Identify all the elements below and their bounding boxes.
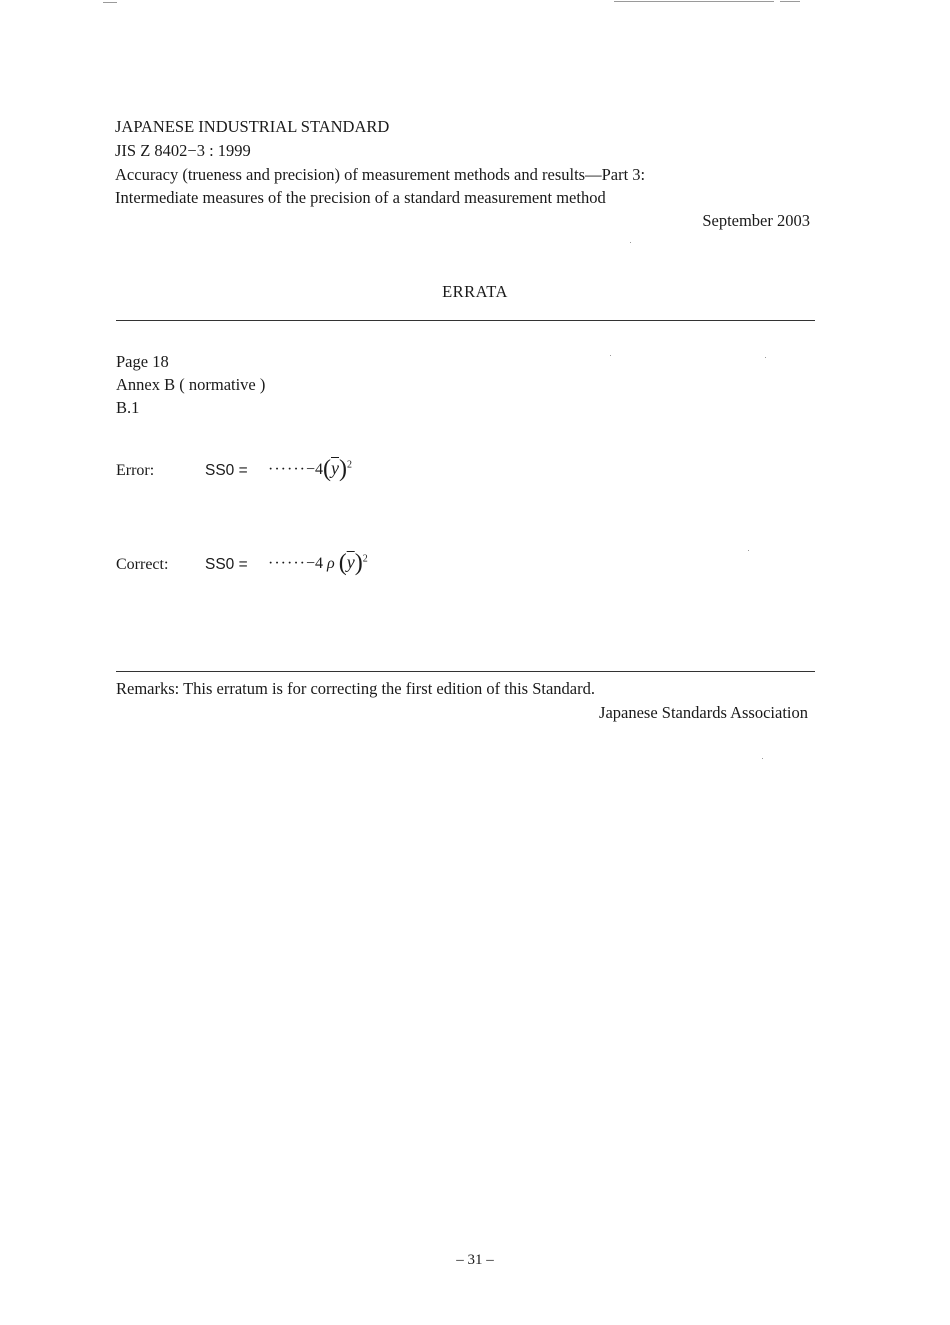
correct-equation-rhs: ······−4 ρ $(\overline{y})^2$: [268, 550, 368, 576]
scan-speck: [762, 758, 763, 759]
error-coefficient: 4: [315, 461, 323, 478]
error-minus: −: [305, 461, 315, 478]
scan-speck: [630, 242, 631, 243]
page-reference: Page 18: [116, 352, 169, 371]
correct-exponent: 2: [362, 553, 368, 565]
correct-rho: ρ: [327, 555, 335, 572]
correct-dots: ······: [268, 555, 306, 572]
standard-number: JIS Z 8402−3 : 1999: [115, 141, 251, 160]
standard-title-line1: Accuracy (trueness and precision) of measurement methods and results—Part 3:: [115, 165, 646, 184]
standard-title-line2: Intermediate measures of the precision of a standard measurement method: [115, 188, 606, 207]
correct-ybar: $\overline{y}$: [346, 552, 355, 572]
standard-type: JAPANESE INDUSTRIAL STANDARD: [115, 117, 390, 136]
errata-date: September 2003: [702, 211, 810, 230]
error-exponent: 2: [347, 459, 352, 471]
publisher-name: Japanese Standards Association: [599, 703, 808, 722]
scan-mark-right-2: [780, 1, 800, 2]
page-number: – 31 –: [456, 1252, 494, 1268]
correct-minus: −: [305, 555, 315, 572]
correct-coefficient: 4: [315, 555, 323, 572]
correct-label: Correct:: [116, 556, 169, 573]
top-divider: [116, 320, 815, 321]
error-equation-lhs: SS0 =: [205, 462, 248, 479]
page-title: ERRATA: [442, 282, 508, 301]
scan-mark-right: [614, 1, 774, 2]
bottom-divider: [116, 671, 815, 672]
annex-reference: Annex B ( normative ): [116, 375, 266, 394]
correct-equation-lhs: SS0 =: [205, 556, 248, 573]
error-label: Error:: [116, 462, 155, 479]
scan-speck: [765, 357, 766, 358]
error-equation-rhs: $\cdot\cdot\cdot\cdot\cdot\cdot-4(\overline{y})^2$: [268, 456, 352, 482]
error-ybar: $\overline{y}$: [331, 458, 339, 478]
scan-speck: [610, 355, 611, 356]
remarks-text: Remarks: This erratum is for correcting the first edition of this Standard.: [116, 679, 595, 698]
error-dots: ······: [268, 461, 306, 478]
scan-mark-left: [103, 2, 117, 3]
clause-reference: B.1: [116, 398, 140, 417]
scan-speck: [748, 550, 749, 551]
